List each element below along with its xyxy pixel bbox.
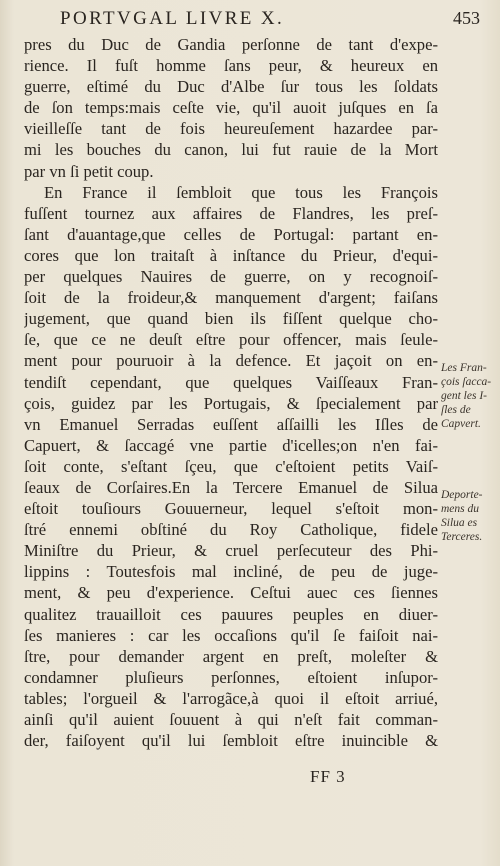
page-number: 453 bbox=[453, 8, 480, 28]
margin-note-line: Terceres. bbox=[441, 531, 483, 543]
text-line: Capuert, & ſaccagé vne partie d'icelles;on n'en fai- bbox=[24, 435, 438, 455]
running-title: PORTVGAL LIVRE X. bbox=[60, 8, 285, 29]
text-line: ſe, que ce ne deuſt eſtre pour offencer, mais ſeule- bbox=[24, 330, 438, 350]
text-line: jugement, que quand bien ils fiſſent quelque cho- bbox=[24, 309, 438, 329]
text-line: der, faiſoyent qu'il lui ſembloit eſtre inuincible & bbox=[24, 731, 438, 751]
text-line: ainſi qu'il auient ſouuent à qui n'eſt fait comman- bbox=[24, 710, 438, 729]
text-line: vieilleſſe tant de fois heureuſement hazardee par- bbox=[24, 119, 438, 139]
margin-note-line: Silua es bbox=[441, 517, 478, 529]
margin-note-silua-terceres bbox=[441, 488, 499, 544]
signature-mark: FF 3 bbox=[310, 767, 346, 786]
text-line: ſeaux de Corſaires.En la Tercere Emanuel de Silua bbox=[24, 477, 438, 497]
text-line: tendiſt cependant, que quelques Vaiſſeaux Fran- bbox=[24, 372, 438, 392]
text-line: ſoit de la froideur,& manquement d'argent; faiſans bbox=[24, 288, 438, 308]
text-line: ment pour pouruoir à la defence. Et jaçoit on en- bbox=[24, 351, 438, 371]
text-line: per quelques Nauires de guerre, on y recognoiſ- bbox=[24, 267, 438, 287]
text-line: de ſon temps:mais ceſte vie, qu'il auoit juſques en ſa bbox=[24, 98, 438, 118]
margin-note-line: Deporte- bbox=[441, 489, 483, 501]
text-line: tables; l'orgueil & l'arrogãce,à quoi il eſtoit arriué, bbox=[24, 688, 438, 708]
margin-note-line: Capvert. bbox=[441, 418, 481, 430]
text-line: eſtoit touſiours Gouuerneur, lequel s'eſtoit mon- bbox=[24, 499, 438, 519]
text-line: ſoit conte, s'eſtant ſçeu, que c'eſtoient petits Vaiſ- bbox=[24, 456, 438, 476]
text-line: rience. Il fuſt homme ſans peur, & heureux en bbox=[24, 56, 438, 76]
text-line: pres du Duc de Gandia perſonne de tant d'expe- bbox=[24, 35, 438, 54]
text-line: lippins : Toutesfois mal incliné, de peu de juge- bbox=[24, 562, 438, 582]
text-line: fuſſent tournez aux affaires de Flandres, les preſ- bbox=[24, 203, 438, 223]
text-line: condamner pluſieurs perſonnes, eſtoient inſupor- bbox=[24, 667, 438, 687]
text-line: Miniſtre du Prieur, & cruel perſecuteur des Phi- bbox=[24, 541, 438, 561]
paragraph-start-line: En France il ſembloit que tous les François bbox=[44, 182, 438, 202]
body-text bbox=[24, 34, 438, 751]
text-line: qualitez trauailloit ces pauures peuples en diuer- bbox=[24, 604, 438, 624]
text-line: ment, & peu d'experience. Ceſtui auec ces ſiennes bbox=[24, 583, 438, 603]
text-line: vn Emanuel Serradas euſſent aſſailli les Iſles de bbox=[24, 414, 438, 434]
margin-note-line: çois ſacca- bbox=[441, 376, 492, 388]
text-line: ſant d'auantage,que celles de Portugal: partant en- bbox=[24, 224, 438, 244]
text-line: ſtre, pour demander argent en preſt, moleſter & bbox=[24, 646, 438, 666]
margin-note-french-sack-capvert bbox=[441, 361, 499, 431]
margin-note-line: mens du bbox=[441, 503, 480, 515]
page-header bbox=[60, 6, 480, 32]
text-line: cores que lon traitaſt à inſtance du Prieur, d'equi- bbox=[24, 245, 438, 265]
margin-note-line: ſles de bbox=[441, 404, 471, 416]
margin-note-line: gent les I- bbox=[441, 390, 487, 402]
text-line: par vn ſi petit coup. bbox=[24, 161, 154, 181]
text-line: mi les bouches du canon, lui fut rauie de la Mort bbox=[24, 140, 438, 160]
text-line: ſtré ennemi obſtiné du Roy Catholique, fidele bbox=[24, 520, 438, 540]
text-line: ſes manieres : car les occaſions qu'il ſe faiſoit nai- bbox=[24, 625, 438, 645]
text-line: guerre, eſtimé du Duc d'Albe ſur tous les ſoldats bbox=[24, 77, 438, 97]
margin-note-line: Les Fran- bbox=[441, 362, 487, 374]
text-line: çois, guidez par les Portugais, & ſpecialement par bbox=[24, 393, 438, 413]
